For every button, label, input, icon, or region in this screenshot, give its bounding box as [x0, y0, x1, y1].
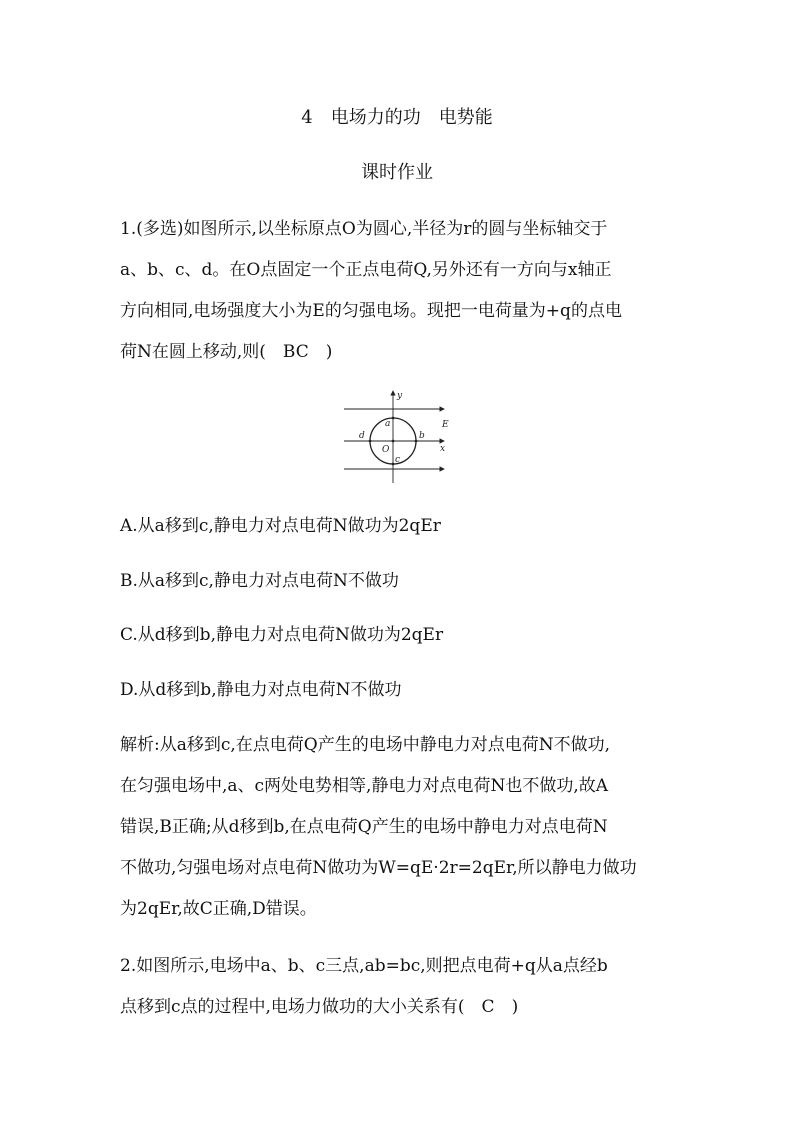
point-a [392, 417, 395, 420]
q1-option-c: C.从d移到b,静电力对点电荷N做功为2qEr [120, 625, 444, 645]
label-field-e: E [442, 420, 449, 430]
label-b: b [419, 431, 425, 441]
q1-analysis-line-3: 错误,B正确;从d移到b,在点电荷Q产生的电场中静电力对点电荷N [120, 817, 608, 837]
field-circle-figure [340, 388, 458, 484]
q1-analysis-line-5: 为2qEr,故C正确,D错误。 [120, 899, 317, 919]
label-origin: O [382, 445, 390, 455]
section-subtitle: 课时作业 [361, 162, 433, 183]
q2-stem-line-1: 2.如图所示,电场中a、b、c三点,ab=bc,则把点电荷+q从a点经b [120, 956, 608, 976]
q2-stem-close: ) [511, 997, 519, 1017]
q1-stem-line-3: 方向相同,电场强度大小为E的匀强电场。现把一电荷量为+q的点电 [120, 301, 622, 321]
point-d [369, 440, 372, 443]
q1-stem-line-2: a、b、c、d。在O点固定一个正点电荷Q,另外还有一方向与x轴正 [120, 260, 612, 280]
label-a: a [385, 419, 391, 429]
label-y-axis: y [397, 391, 403, 401]
label-x-axis: x [440, 444, 446, 454]
point-c [392, 463, 395, 466]
q1-stem-close: ) [325, 342, 333, 362]
q1-option-b: B.从a移到c,静电力对点电荷N不做功 [120, 571, 399, 591]
q1-option-d: D.从d移到b,静电力对点电荷N不做功 [120, 680, 402, 700]
label-d: d [359, 431, 365, 441]
q2-stem-line-2 [120, 996, 518, 1018]
q1-analysis-line-2: 在匀强电场中,a、c两处电势相等,静电力对点电荷N也不做功,故A [120, 776, 609, 796]
q1-stem-line-1: 1.(多选)如图所示,以坐标原点O为圆心,半径为r的圆与坐标轴交于 [120, 219, 608, 239]
q1-answer: BC [265, 342, 326, 362]
page-title: 4 电场力的功 电势能 [301, 107, 493, 128]
q1-analysis-line-1: 解析:从a移到c,在点电荷Q产生的电场中静电力对点电荷N不做功, [120, 735, 611, 755]
label-c: c [395, 455, 401, 465]
q1-analysis-line-4: 不做功,匀强电场对点电荷N做功为W=qE·2r=2qEr,所以静电力做功 [120, 858, 637, 878]
q1-stem-text: 荷N在圆上移动,则( [120, 342, 266, 362]
q1-option-a: A.从a移到c,静电力对点电荷N做功为2qEr [120, 516, 441, 536]
point-origin [392, 440, 395, 443]
q1-stem-line-4 [120, 341, 332, 363]
q2-stem-text: 点移到c点的过程中,电场力做功的大小关系有( [120, 997, 465, 1017]
q2-answer: C [464, 997, 512, 1017]
point-b [415, 440, 418, 443]
